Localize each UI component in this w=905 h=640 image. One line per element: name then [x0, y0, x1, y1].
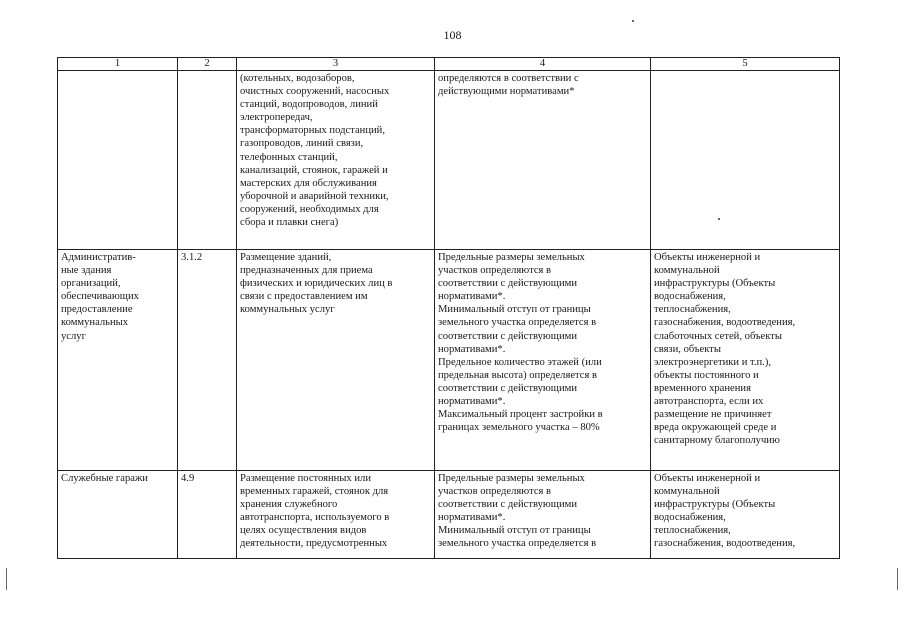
scan-speck	[632, 20, 634, 22]
cell-use-description: Размещение зданий, предназначенных для приема физических и юридических лиц в связи с предоставлением им коммунальных услуг	[237, 250, 435, 471]
cell-use-code	[178, 71, 237, 250]
cell-use-description: (котельных, водозаборов, очистных сооружений, насосных станций, водопроводов, линий электропередач, трансформаторных подстанций, газопроводов, линий связи, телефонных станций, канализаций, стоянок, гаражей и мастерских для обслуживания уборочной и аварийной техники, сооружений, необходимых для сбора и плавки снега)	[237, 71, 435, 250]
zoning-table	[57, 57, 840, 559]
header-col-3: 3	[237, 58, 435, 71]
scan-edge-mark-left	[6, 568, 7, 590]
header-col-4: 4	[435, 58, 651, 71]
cell-conditional-uses: Объекты инженерной и коммунальной инфраструктуры (Объекты водоснабжения, теплоснабжения, газоснабжения, водоотведения, слаботочных сетей, объекты связи, объекты электроэнергетики и т.п.), объекты постоянного и временного хранения автотранспорта, если их размещение не причиняет вреда окружающей среде и санитарному благополучию	[651, 250, 840, 471]
cell-parameters: определяются в соответствии с действующими нормативами*	[435, 71, 651, 250]
cell-use-name: Административ- ные здания организаций, обеспечивающих предоставление коммунальных услуг	[58, 250, 178, 471]
table-header-row	[58, 58, 840, 71]
cell-parameters: Предельные размеры земельных участков определяются в соответствии с действующими нормативами*. Минимальный отступ от границы земельного участка определяется в	[435, 471, 651, 559]
cell-conditional-uses: Объекты инженерной и коммунальной инфраструктуры (Объекты водоснабжения, теплоснабжения, газоснабжения, водоотведения,	[651, 471, 840, 559]
cell-use-name: Служебные гаражи	[58, 471, 178, 559]
scan-edge-mark-right	[897, 568, 898, 590]
cell-use-code: 3.1.2	[178, 250, 237, 471]
cell-use-name	[58, 71, 178, 250]
table-row	[58, 71, 840, 250]
cell-use-description: Размещение постоянных или временных гаражей, стоянок для хранения служебного автотранспорта, используемого в целях осуществления видов деятельности, предусмотренных	[237, 471, 435, 559]
header-col-1: 1	[58, 58, 178, 71]
header-col-5: 5	[651, 58, 840, 71]
table-row	[58, 471, 840, 559]
cell-parameters: Предельные размеры земельных участков определяются в соответствии с действующими нормативами*. Минимальный отступ от границы земельного участка определяется в соответствии с действующими нормативами*. Предельное количество этажей (или предельная высота) определяется в соответствии с действующими нормативами*. Максимальный процент застройки в границах земельного участка – 80%	[435, 250, 651, 471]
cell-conditional-uses	[651, 71, 840, 250]
header-col-2: 2	[178, 58, 237, 71]
page-number: 108	[443, 28, 462, 42]
cell-use-code: 4.9	[178, 471, 237, 559]
table-row	[58, 250, 840, 471]
